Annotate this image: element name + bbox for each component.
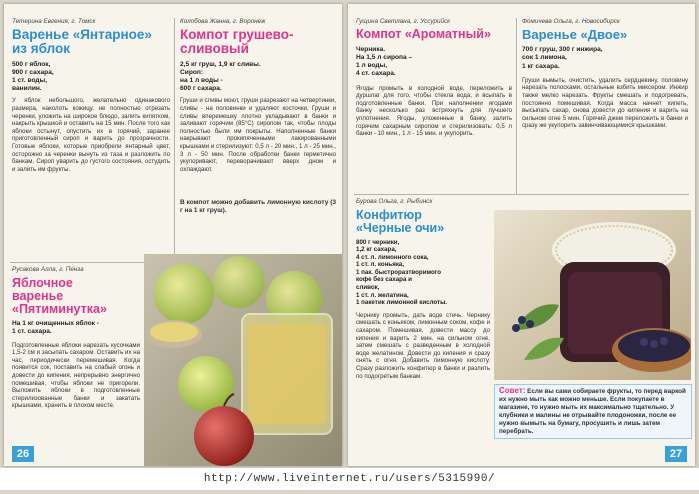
tip-label: Совет: <box>499 386 526 395</box>
tip-text: Если вы сами собираете фрукты, то перед варкой их нужно мыть как можно меньше. Если покупаете в магазине, то нужно мыть их максимально тщательно. У клубники и малины не отрывайте плодоножки, после ее нужно вымыть на бумагу, просушить и лишь затем перебрать. <box>499 388 686 435</box>
ingredient: 4 ст. сахара. <box>356 70 396 78</box>
column-divider <box>516 18 517 194</box>
ingredients <box>12 61 170 94</box>
ingredient: 1 л воды, <box>356 62 388 70</box>
ingredient: 2,5 кг груш, 1,9 кг сливы. <box>180 60 261 68</box>
title-line: Компот грушево- <box>180 27 294 42</box>
recipe-dvoe <box>522 18 688 181</box>
title-line: «Черные очи» <box>356 220 445 235</box>
recipe-kompot-grushevo <box>180 18 336 215</box>
recipe-title: Компот «Ароматный» <box>356 27 491 41</box>
ingredients <box>356 239 490 307</box>
ingredient: 1 ст. сахара. <box>12 328 52 336</box>
recipe-pyatiminutka <box>12 266 140 450</box>
page-number: 26 <box>12 446 34 462</box>
recipe-author: Тетерина Евгения, г. Томск <box>12 18 96 25</box>
recipe-note: В компот можно добавить лимонную кислоту (3 г на 1 кг груш). <box>180 199 336 214</box>
ingredient: На 1 кг очищенных яблок - <box>12 320 99 328</box>
ingredient: 1 кг сахара. <box>522 62 560 70</box>
ingredient: Черника. <box>356 45 386 53</box>
recipe-chernye-ochi <box>356 198 490 404</box>
ingredient: кофе без сахара и <box>356 276 412 284</box>
ingredient: 1 пакетик лимонной кислоты. <box>356 299 448 307</box>
recipe-text: Груши вымыть, очистить, удалить сердцевину, половину нарезать полосками, остальные взбить миксером. Инжир также мелко нарезать. Фрукты смешать и подогревать, постоянно помешивая. Когда масса начнет кипеть, высыпать сахар, снова довести до кипения и варить на сильном огне 5 мин. Горячий джем переложить в банки и сразу же укупорить завинчивающимися крышками. <box>522 76 688 130</box>
ingredient: На 1,5 л сиропа – <box>356 53 413 61</box>
recipe-aromatny <box>356 18 512 179</box>
ingredients <box>356 46 512 79</box>
recipe-author: Колобова Жанна, г. Воронеж <box>180 18 266 25</box>
ingredient: 600 г сахара. <box>180 85 222 93</box>
left-page <box>4 4 342 466</box>
ingredient: 1 ст. л. желатина, <box>356 291 409 299</box>
recipe-title <box>12 28 170 56</box>
page-number: 27 <box>665 446 687 462</box>
ingredient: сливок, <box>356 284 380 292</box>
recipe-text: У яблок небольшого, желательно одинакового размера, наколоть кожицу, не полностью отрезать черенки, уложить на широкое блюдо, залить кипятком, накрыть крышкой и оставить на 15 мин. После того как яблоки остынут, опустить их в горячий, заранее приготовленный сироп и варить до прозрачности. Готовые яблоки, которые приобрели янтарный цвет, осторожно за черенки вынуть из таза и разложить по банкам. Сироп уварить до густого состояния, остудить и залить им фрукты. <box>12 97 170 173</box>
recipe-title <box>356 209 490 235</box>
ingredient: ванилин. <box>12 85 42 93</box>
title-line: Яблочное <box>12 276 73 290</box>
title-line: из яблок <box>12 40 71 56</box>
title-line: Конфитюр <box>356 208 422 222</box>
title-line: сливовый <box>180 40 249 56</box>
apple-jam-photo <box>144 254 342 466</box>
right-page <box>348 4 695 466</box>
title-line: Варенье «Янтарное» <box>12 27 152 42</box>
recipe-yantarnoe <box>12 18 170 237</box>
column-divider <box>174 18 175 262</box>
blueberry-jam-photo <box>494 210 691 380</box>
recipe-text: Ягоды промыть в холодной воде, переложить в дуршлаг для того, чтобы стекла вода, и всыпать в подготовленные банки. При наполнении ягодами банку несколько раз встряхнуть для лучшего уплотнения. Ягоды, уложенные в банку, залить горячим сахарным сиропом и стерилизовать: 0,5 л банки - 10 мин., 1 л - 15 мин. и укупорить. <box>356 84 512 138</box>
ingredient: 1 ст. л. коньяка, <box>356 261 405 269</box>
ingredient: 1,2 кг сахара, <box>356 246 397 254</box>
section-divider <box>354 194 689 195</box>
ingredient: 4 ст. л. лимонного сока, <box>356 253 429 261</box>
ingredients <box>522 46 688 71</box>
ingredient: 900 г сахара, <box>12 68 54 76</box>
recipe-text: Чернику промыть, дать воде стечь. Чернику смешать с коньяком, лимонным соком, кофе и сахаром. Помешивая, довести массу до кипения и варить 2 мин. на сильном огне, затем смешать с разведенным в холодной воде желатином. Довести до кипения и сразу снять с огня. Добавить лимонную кислоту. Сразу разложить конфитюр в банки и разлить по подогретым банкам. <box>356 311 490 380</box>
ingredient: 500 г яблок, <box>12 60 51 68</box>
ingredient: 1 ст. воды, <box>12 76 48 84</box>
recipe-author: Гущина Светлана, г. Уссурийск <box>356 18 451 25</box>
recipe-title <box>180 28 336 56</box>
recipe-text: Груши и сливы моют, груши разрезают на четвертинки, сливы - на половинки и удаляют косточки. Груши и сливы вперемешку плотно укладывают в банки и заливают горячим (85°C) сиропом так, чтобы плоды полностью были им покрыты. Наполненные банки накрывают прокипяченными лакированными крышками и стерилизуют: 0,5 л - 20 мин., 1 л - 25 мин., 3 л - 50 мин. После обработки банки герметично укупоривают, переворачивают вверх дном и охлаждают. <box>180 97 336 173</box>
ingredient: сок 1 лимона, <box>522 54 567 62</box>
tip-box <box>494 384 692 439</box>
recipe-title <box>12 277 140 315</box>
syrup-label: Сироп: <box>180 68 204 76</box>
ingredient: 700 г груш, 300 г инжира, <box>522 46 603 54</box>
ingredients <box>180 61 336 94</box>
recipe-author: Бурова Ольга, г. Рыбинск <box>356 198 433 205</box>
recipe-author: Фомичева Ольга, г. Новосибирск <box>522 18 620 25</box>
ingredient: 800 г черники, <box>356 238 400 246</box>
ingredients <box>12 320 140 336</box>
ingredient: на 1 л воды - <box>180 76 223 84</box>
recipe-title: Варенье «Двое» <box>522 27 628 42</box>
ingredient: 1 пак. быстроразтворимого <box>356 268 442 276</box>
recipe-text: Подготовленные яблоки нарезать кусочками 1,5-2 см и засыпать сахаром. Оставить их на час, периодически перемешивая. Когда появится сок, поставить на слабый огонь и довести до кипения, непрерывно энергично помешивая, чтобы яблоки не пригорели. Выложить яблоки в подготовленные стерилизованные банки и закатать крышками, хранить в плохом месте. <box>12 341 140 410</box>
title-line: «Пятиминутка» <box>12 301 107 316</box>
title-line: варенье <box>12 288 64 303</box>
recipe-author: Русакова Алла, г. Пенза <box>12 266 84 273</box>
footer-url: http://www.liveinternet.ru/users/5315990/ <box>0 468 699 490</box>
